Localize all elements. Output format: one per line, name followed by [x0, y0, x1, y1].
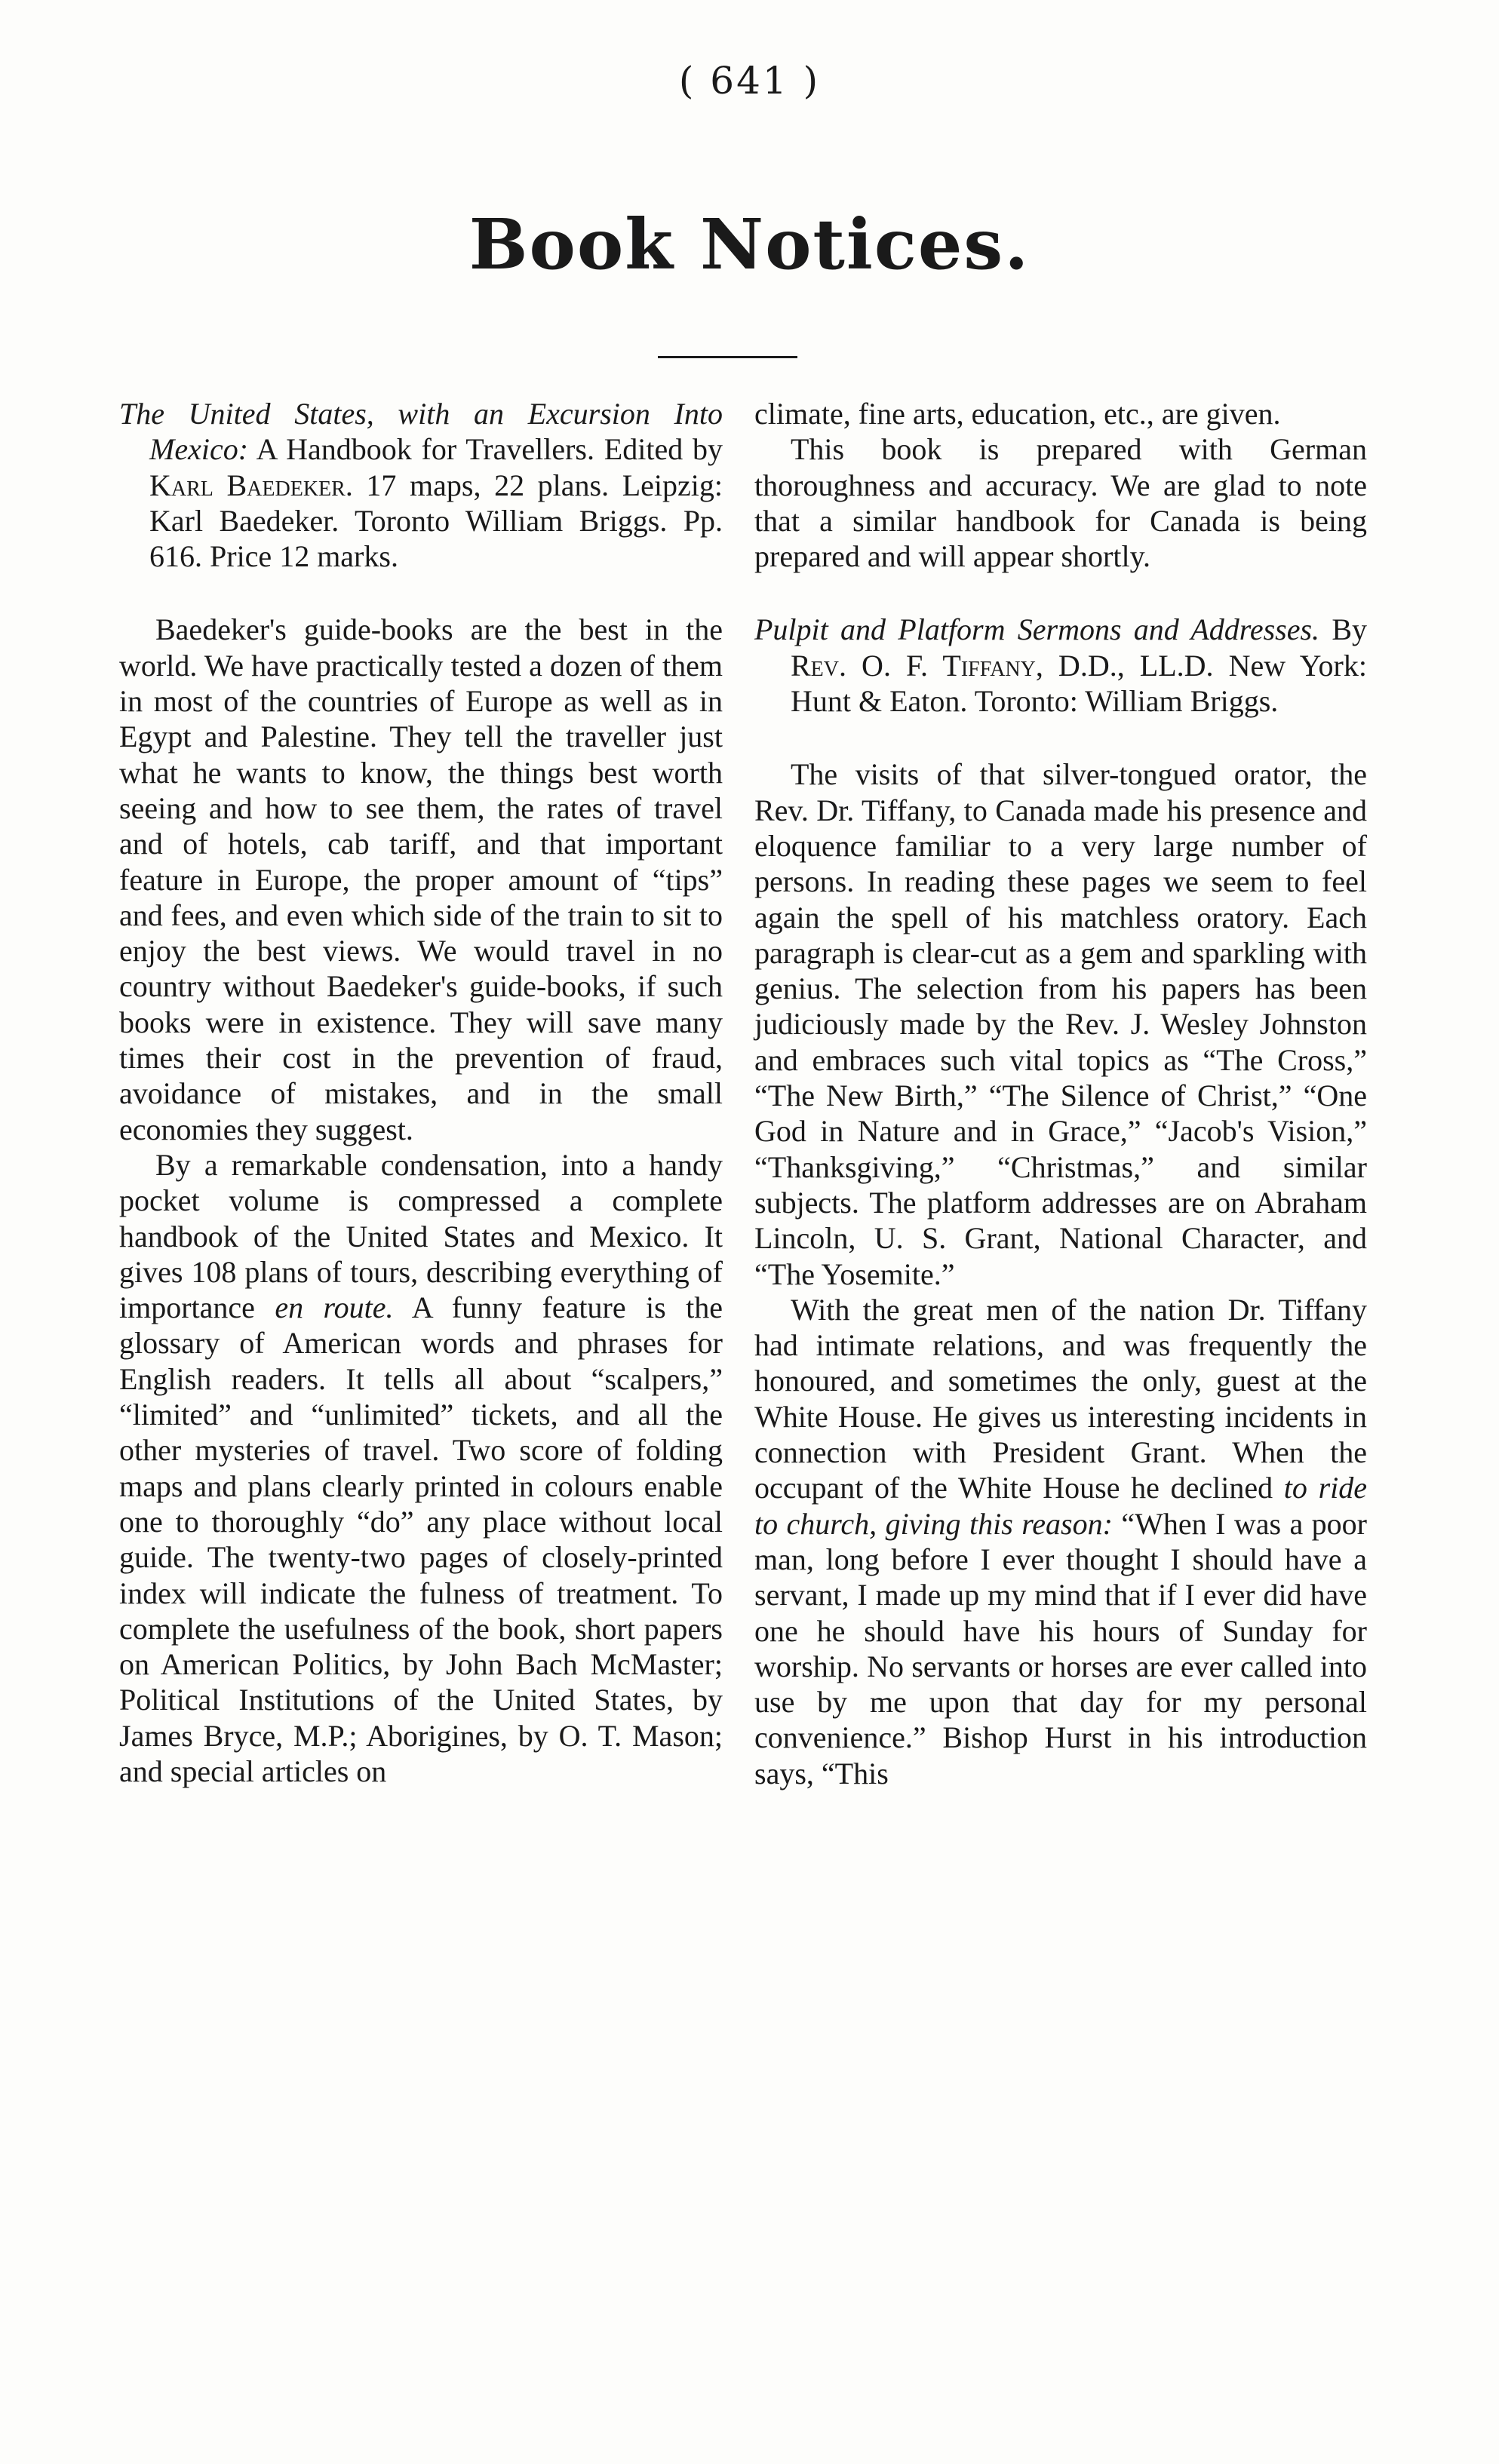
book-entry-baedeker — [119, 396, 723, 574]
book-entry-tiffany — [754, 612, 1367, 719]
review-paragraph-1: Baedeker's guide-books are the best in the world. We have practically tested a dozen of them in most of the countries of Europe as well as in Egypt and Palestine. They tell the traveller just what he wants to know, the things best worth seeing and how to see them, the rates of travel and of hotels, cab tariff, and that important feature in Europe, the proper amount of “tips” and fees, and even which side of the train to sit to enjoy the best views. We would travel in no country without Baedeker's guide-books, if such books were in existence. They will save many times their cost in the prevention of fraud, avoidance of mistakes, and in the small economies they suggest. — [119, 612, 723, 1146]
review-paragraph-2-italic: en route. — [275, 1290, 394, 1325]
book-editor: Karl Baedeker — [149, 468, 346, 502]
review-paragraph-4-part-b: “When I was a poor man, long before I ever thought I should have a servant, I made up my mind that if I ever did have one he should have his hours of Sunday for worship. No servants or horses are ever called into use by me upon that day for my personal convenience.” Bishop Hurst in his introduction says, “This — [754, 1506, 1367, 1790]
left-column — [119, 396, 723, 1789]
review-paragraph-3: The visits of that silver-tongued orator, the Rev. Dr. Tiffany, to Canada made his presence and eloquence familiar to a very large number of persons. In reading these pages we seem to feel again the spell of his matchless oratory. Each paragraph is clear-cut as a gem and sparkling with genius. The selection from his papers has been judiciously made by the Rev. J. Wesley Johnston and embraces such vital topics as “The Cross,” “The New Birth,” “The Silence of Christ,” “One God in Nature and in Grace,” “Jacob's Vision,” “Thanksgiving,” “Christmas,” and similar subjects. The platform addresses are on Abraham Lincoln, U. S. Grant, National Character, and “The Yosemite.” — [754, 757, 1367, 1291]
page-number: ( 641 ) — [678, 59, 821, 103]
book-author: Rev. O. F. Tiffany — [791, 648, 1036, 683]
review-paragraph-4-italic: to ride to church, giving this reason: — [754, 1471, 1368, 1541]
book-details: . 17 maps, 22 plans. Leipzig: Karl Baedeker. Toronto William Briggs. Pp. 616. Price 12 marks. — [149, 468, 723, 574]
book-by: By — [1332, 612, 1368, 647]
book-details: , D.D., LL.D. New York: Hunt & Eaton. Toronto: William Briggs. — [791, 648, 1367, 719]
section-title: Book Notices. — [468, 204, 1031, 285]
review-paragraph-prep: This book is prepared with German thoroughness and accuracy. We are glad to note that a similar handbook for Canada is being prepared and will appear shortly. — [754, 432, 1367, 574]
review-paragraph-2-part-b: A funny feature is the glossary of American words and phrases for English readers. It tells all about “scalpers,” “limited” and “unlimited” tickets, and all the other mysteries of travel. Two score of folding maps and plans clearly printed in colours enable one to thoroughly “do” any place without local guide. The twenty-two pages of closely-printed index will indicate the fulness of treatment. To complete the usefulness of the book, short papers on American Politics, by John Bach McMaster; Political Institutions of the United States, by James Bryce, M.P.; Aborigines, by O. T. Mason; and special articles on — [119, 1290, 723, 1788]
book-title: Pulpit and Platform Sermons and Addresses. — [754, 612, 1320, 647]
review-paragraph-2 — [119, 1147, 723, 1789]
review-paragraph-4 — [754, 1292, 1367, 1791]
right-column — [754, 396, 1367, 1791]
review-paragraph-4-part-a: With the great men of the nation Dr. Tiffany had intimate relations, and was frequently the honoured, and sometimes the only, guest at the White House. He gives us interesting incidents in connection with President Grant. When the occupant of the White House he declined — [754, 1292, 1367, 1505]
book-subtitle: A Handbook for Travellers. Edited by — [256, 432, 723, 467]
review-paragraph-2-part-a: By a remarkable condensation, into a handy pocket volume is compressed a complete handbook of the United States and Mexico. It gives 108 plans of tours, describing everything of importance — [119, 1147, 723, 1325]
continuation-text: climate, fine arts, education, etc., are given. — [754, 397, 1281, 431]
book-title: The United States, with an Excursion Into Mexico: — [119, 397, 723, 467]
title-divider — [658, 356, 797, 358]
